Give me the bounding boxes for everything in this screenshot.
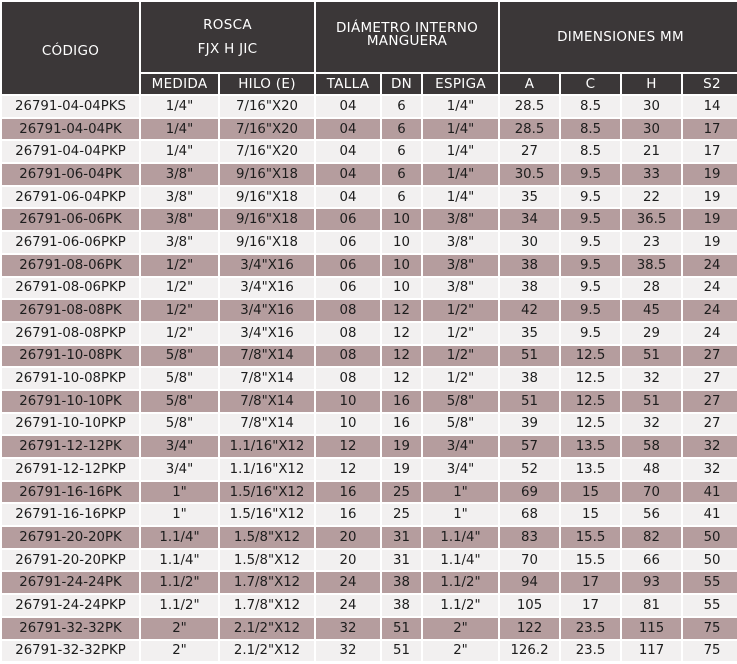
- cell-hilo: 9/16"X18: [220, 209, 314, 230]
- cell-hilo: 3/4"X16: [220, 255, 314, 276]
- table-row: [2, 618, 737, 639]
- table-row: [2, 96, 737, 117]
- cell-h: 117: [622, 641, 681, 662]
- cell-s2: 24: [683, 323, 737, 344]
- cell-espiga: 1.1/2": [423, 572, 498, 593]
- cell-a: 38: [500, 368, 559, 389]
- cell-medida: 5/8": [141, 368, 218, 389]
- cell-a: 83: [500, 527, 559, 548]
- cell-espiga: 3/4": [423, 436, 498, 457]
- cell-c: 15: [561, 482, 620, 503]
- cell-codigo: 26791-08-08PK: [2, 300, 139, 321]
- cell-espiga: 1": [423, 504, 498, 525]
- cell-h: 32: [622, 368, 681, 389]
- cell-hilo: 1.5/8"X12: [220, 550, 314, 571]
- cell-hilo: 3/4"X16: [220, 323, 314, 344]
- cell-c: 12.5: [561, 414, 620, 435]
- cell-h: 56: [622, 504, 681, 525]
- cell-medida: 1.1/2": [141, 572, 218, 593]
- cell-s2: 41: [683, 482, 737, 503]
- cell-s2: 17: [683, 119, 737, 140]
- cell-dn: 12: [382, 346, 421, 367]
- cell-hilo: 1.5/16"X12: [220, 482, 314, 503]
- cell-codigo: 26791-10-08PK: [2, 346, 139, 367]
- cell-codigo: 26791-08-06PK: [2, 255, 139, 276]
- table-row: [2, 572, 737, 593]
- table-row: [2, 209, 737, 230]
- cell-s2: 27: [683, 368, 737, 389]
- cell-espiga: 3/8": [423, 232, 498, 253]
- cell-codigo: 26791-32-32PK: [2, 618, 139, 639]
- cell-hilo: 7/16"X20: [220, 141, 314, 162]
- cell-dn: 38: [382, 572, 421, 593]
- cell-medida: 1/4": [141, 96, 218, 117]
- cell-s2: 55: [683, 572, 737, 593]
- cell-talla: 08: [316, 368, 380, 389]
- cell-espiga: 1.1/4": [423, 527, 498, 548]
- table-row: [2, 459, 737, 480]
- table-row: [2, 346, 737, 367]
- cell-s2: 17: [683, 141, 737, 162]
- cell-dn: 12: [382, 368, 421, 389]
- cell-c: 13.5: [561, 436, 620, 457]
- cell-c: 15.5: [561, 550, 620, 571]
- cell-dn: 38: [382, 595, 421, 616]
- cell-c: 9.5: [561, 187, 620, 208]
- cell-medida: 5/8": [141, 346, 218, 367]
- cell-medida: 1": [141, 482, 218, 503]
- cell-hilo: 7/8"X14: [220, 414, 314, 435]
- cell-espiga: 1/2": [423, 368, 498, 389]
- cell-a: 34: [500, 209, 559, 230]
- rosca-group-header: ROSCA FJX H JIC: [141, 2, 314, 72]
- cell-c: 9.5: [561, 300, 620, 321]
- cell-codigo: 26791-24-24PKP: [2, 595, 139, 616]
- cell-c: 12.5: [561, 368, 620, 389]
- cell-talla: 12: [316, 436, 380, 457]
- cell-c: 13.5: [561, 459, 620, 480]
- cell-hilo: 7/8"X14: [220, 391, 314, 412]
- cell-a: 94: [500, 572, 559, 593]
- cell-hilo: 9/16"X18: [220, 232, 314, 253]
- cell-h: 70: [622, 482, 681, 503]
- cell-dn: 19: [382, 436, 421, 457]
- table-row: [2, 368, 737, 389]
- cell-espiga: 1.1/4": [423, 550, 498, 571]
- col-dn-header: DN: [382, 74, 421, 94]
- cell-h: 21: [622, 141, 681, 162]
- cell-s2: 41: [683, 504, 737, 525]
- cell-hilo: 1.1/16"X12: [220, 436, 314, 457]
- cell-h: 36.5: [622, 209, 681, 230]
- cell-s2: 27: [683, 414, 737, 435]
- cell-codigo: 26791-32-32PKP: [2, 641, 139, 662]
- cell-codigo: 26791-16-16PKP: [2, 504, 139, 525]
- table-row: [2, 595, 737, 616]
- cell-talla: 24: [316, 572, 380, 593]
- cell-a: 27: [500, 141, 559, 162]
- table-row: [2, 414, 737, 435]
- cell-dn: 19: [382, 459, 421, 480]
- cell-a: 52: [500, 459, 559, 480]
- cell-talla: 06: [316, 209, 380, 230]
- cell-medida: 2": [141, 618, 218, 639]
- diametro-group-header: DIÁMETRO INTERNO MANGUERA: [316, 2, 498, 72]
- cell-medida: 1": [141, 504, 218, 525]
- cell-talla: 04: [316, 141, 380, 162]
- cell-a: 28.5: [500, 96, 559, 117]
- cell-a: 122: [500, 618, 559, 639]
- cell-talla: 08: [316, 346, 380, 367]
- cell-espiga: 1/2": [423, 346, 498, 367]
- cell-s2: 32: [683, 436, 737, 457]
- cell-dn: 10: [382, 232, 421, 253]
- cell-medida: 3/8": [141, 209, 218, 230]
- cell-dn: 31: [382, 550, 421, 571]
- cell-a: 70: [500, 550, 559, 571]
- cell-medida: 5/8": [141, 391, 218, 412]
- cell-h: 51: [622, 391, 681, 412]
- cell-s2: 32: [683, 459, 737, 480]
- table-row: [2, 641, 737, 662]
- cell-hilo: 1.5/8"X12: [220, 527, 314, 548]
- cell-codigo: 26791-04-04PKS: [2, 96, 139, 117]
- cell-a: 105: [500, 595, 559, 616]
- cell-espiga: 1/2": [423, 300, 498, 321]
- cell-a: 28.5: [500, 119, 559, 140]
- cell-s2: 24: [683, 278, 737, 299]
- cell-s2: 50: [683, 527, 737, 548]
- cell-dn: 12: [382, 323, 421, 344]
- cell-c: 12.5: [561, 346, 620, 367]
- cell-talla: 32: [316, 641, 380, 662]
- table-row: [2, 550, 737, 571]
- cell-h: 23: [622, 232, 681, 253]
- cell-medida: 1.1/2": [141, 595, 218, 616]
- col-talla-header: TALLA: [316, 74, 380, 94]
- cell-c: 15: [561, 504, 620, 525]
- cell-talla: 16: [316, 482, 380, 503]
- cell-h: 30: [622, 96, 681, 117]
- cell-a: 51: [500, 346, 559, 367]
- cell-talla: 10: [316, 414, 380, 435]
- cell-codigo: 26791-12-12PK: [2, 436, 139, 457]
- cell-dn: 6: [382, 164, 421, 185]
- cell-medida: 1/2": [141, 255, 218, 276]
- cell-c: 8.5: [561, 96, 620, 117]
- cell-h: 22: [622, 187, 681, 208]
- cell-talla: 16: [316, 504, 380, 525]
- cell-codigo: 26791-06-04PK: [2, 164, 139, 185]
- cell-espiga: 5/8": [423, 391, 498, 412]
- cell-dn: 51: [382, 618, 421, 639]
- table-body: [2, 96, 737, 661]
- cell-codigo: 26791-12-12PKP: [2, 459, 139, 480]
- cell-espiga: 2": [423, 618, 498, 639]
- cell-hilo: 7/16"X20: [220, 96, 314, 117]
- table-row: [2, 391, 737, 412]
- cell-hilo: 1.1/16"X12: [220, 459, 314, 480]
- cell-h: 33: [622, 164, 681, 185]
- cell-dn: 12: [382, 300, 421, 321]
- cell-c: 8.5: [561, 141, 620, 162]
- cell-talla: 24: [316, 595, 380, 616]
- cell-h: 45: [622, 300, 681, 321]
- cell-medida: 2": [141, 641, 218, 662]
- cell-a: 57: [500, 436, 559, 457]
- cell-s2: 55: [683, 595, 737, 616]
- cell-dn: 25: [382, 504, 421, 525]
- cell-a: 35: [500, 187, 559, 208]
- cell-codigo: 26791-06-06PKP: [2, 232, 139, 253]
- cell-hilo: 2.1/2"X12: [220, 641, 314, 662]
- cell-medida: 1.1/4": [141, 550, 218, 571]
- cell-c: 23.5: [561, 618, 620, 639]
- cell-a: 69: [500, 482, 559, 503]
- cell-c: 17: [561, 595, 620, 616]
- cell-medida: 1/2": [141, 278, 218, 299]
- cell-talla: 08: [316, 323, 380, 344]
- col-h-header: H: [622, 74, 681, 94]
- col-c-header: C: [561, 74, 620, 94]
- cell-h: 38.5: [622, 255, 681, 276]
- cell-s2: 19: [683, 187, 737, 208]
- cell-c: 15.5: [561, 527, 620, 548]
- cell-dn: 6: [382, 96, 421, 117]
- cell-c: 17: [561, 572, 620, 593]
- cell-s2: 24: [683, 300, 737, 321]
- cell-hilo: 7/8"X14: [220, 346, 314, 367]
- cell-espiga: 1/4": [423, 164, 498, 185]
- cell-hilo: 1.5/16"X12: [220, 504, 314, 525]
- table-row: [2, 255, 737, 276]
- col-s2-header: S2: [683, 74, 737, 94]
- cell-talla: 10: [316, 391, 380, 412]
- cell-s2: 50: [683, 550, 737, 571]
- table-row: [2, 504, 737, 525]
- cell-talla: 20: [316, 527, 380, 548]
- table-row: [2, 300, 737, 321]
- cell-talla: 08: [316, 300, 380, 321]
- cell-espiga: 3/8": [423, 209, 498, 230]
- cell-h: 51: [622, 346, 681, 367]
- cell-medida: 1/4": [141, 141, 218, 162]
- cell-dn: 10: [382, 278, 421, 299]
- cell-codigo: 26791-20-20PK: [2, 527, 139, 548]
- cell-a: 51: [500, 391, 559, 412]
- cell-espiga: 1/4": [423, 119, 498, 140]
- cell-c: 9.5: [561, 323, 620, 344]
- cell-dn: 16: [382, 391, 421, 412]
- cell-hilo: 3/4"X16: [220, 278, 314, 299]
- cell-c: 9.5: [561, 164, 620, 185]
- cell-c: 9.5: [561, 209, 620, 230]
- cell-h: 32: [622, 414, 681, 435]
- cell-hilo: 1.7/8"X12: [220, 572, 314, 593]
- cell-medida: 1/2": [141, 300, 218, 321]
- table-row: [2, 141, 737, 162]
- cell-dn: 6: [382, 187, 421, 208]
- cell-a: 42: [500, 300, 559, 321]
- cell-espiga: 5/8": [423, 414, 498, 435]
- cell-codigo: 26791-10-08PKP: [2, 368, 139, 389]
- table-row: [2, 527, 737, 548]
- cell-hilo: 9/16"X18: [220, 187, 314, 208]
- col-espiga-header: ESPIGA: [423, 74, 498, 94]
- cell-codigo: 26791-06-06PK: [2, 209, 139, 230]
- cell-a: 38: [500, 278, 559, 299]
- cell-codigo: 26791-24-24PK: [2, 572, 139, 593]
- cell-c: 23.5: [561, 641, 620, 662]
- cell-dn: 10: [382, 255, 421, 276]
- cell-talla: 06: [316, 278, 380, 299]
- cell-talla: 04: [316, 164, 380, 185]
- cell-codigo: 26791-08-06PKP: [2, 278, 139, 299]
- cell-espiga: 1/4": [423, 96, 498, 117]
- cell-codigo: 26791-04-04PKP: [2, 141, 139, 162]
- col-a-header: A: [500, 74, 559, 94]
- cell-h: 82: [622, 527, 681, 548]
- cell-medida: 1/4": [141, 119, 218, 140]
- cell-s2: 27: [683, 391, 737, 412]
- cell-medida: 3/8": [141, 164, 218, 185]
- cell-s2: 14: [683, 96, 737, 117]
- cell-s2: 19: [683, 209, 737, 230]
- cell-h: 58: [622, 436, 681, 457]
- cell-a: 39: [500, 414, 559, 435]
- cell-c: 9.5: [561, 278, 620, 299]
- cell-codigo: 26791-08-08PKP: [2, 323, 139, 344]
- cell-a: 38: [500, 255, 559, 276]
- cell-hilo: 2.1/2"X12: [220, 618, 314, 639]
- cell-dn: 25: [382, 482, 421, 503]
- cell-espiga: 1/2": [423, 323, 498, 344]
- cell-a: 68: [500, 504, 559, 525]
- cell-s2: 24: [683, 255, 737, 276]
- cell-codigo: 26791-10-10PKP: [2, 414, 139, 435]
- table-row: [2, 164, 737, 185]
- cell-espiga: 1.1/2": [423, 595, 498, 616]
- cell-hilo: 9/16"X18: [220, 164, 314, 185]
- cell-hilo: 7/8"X14: [220, 368, 314, 389]
- cell-dn: 6: [382, 119, 421, 140]
- cell-c: 9.5: [561, 232, 620, 253]
- cell-dn: 6: [382, 141, 421, 162]
- cell-codigo: 26791-10-10PK: [2, 391, 139, 412]
- cell-medida: 3/8": [141, 232, 218, 253]
- cell-medida: 3/4": [141, 436, 218, 457]
- cell-dn: 16: [382, 414, 421, 435]
- cell-h: 48: [622, 459, 681, 480]
- col-codigo-header: CÓDIGO: [2, 2, 139, 94]
- cell-talla: 04: [316, 96, 380, 117]
- cell-espiga: 1": [423, 482, 498, 503]
- cell-medida: 3/4": [141, 459, 218, 480]
- table-row: [2, 482, 737, 503]
- cell-medida: 5/8": [141, 414, 218, 435]
- cell-a: 30: [500, 232, 559, 253]
- cell-talla: 12: [316, 459, 380, 480]
- cell-c: 12.5: [561, 391, 620, 412]
- cell-s2: 27: [683, 346, 737, 367]
- cell-espiga: 1/4": [423, 141, 498, 162]
- col-medida-header: MEDIDA: [141, 74, 218, 94]
- cell-codigo: 26791-06-04PKP: [2, 187, 139, 208]
- cell-hilo: 7/16"X20: [220, 119, 314, 140]
- cell-codigo: 26791-20-20PKP: [2, 550, 139, 571]
- col-hilo-header: HILO (E): [220, 74, 314, 94]
- cell-medida: 1/2": [141, 323, 218, 344]
- cell-talla: 20: [316, 550, 380, 571]
- cell-dn: 31: [382, 527, 421, 548]
- cell-espiga: 3/8": [423, 278, 498, 299]
- table-row: [2, 187, 737, 208]
- cell-s2: 75: [683, 618, 737, 639]
- cell-dn: 10: [382, 209, 421, 230]
- cell-hilo: 3/4"X16: [220, 300, 314, 321]
- cell-h: 81: [622, 595, 681, 616]
- cell-medida: 1.1/4": [141, 527, 218, 548]
- cell-h: 115: [622, 618, 681, 639]
- cell-hilo: 1.7/8"X12: [220, 595, 314, 616]
- cell-a: 35: [500, 323, 559, 344]
- cell-espiga: 2": [423, 641, 498, 662]
- cell-h: 93: [622, 572, 681, 593]
- cell-a: 126.2: [500, 641, 559, 662]
- cell-espiga: 1/4": [423, 187, 498, 208]
- cell-talla: 06: [316, 255, 380, 276]
- cell-h: 29: [622, 323, 681, 344]
- cell-espiga: 3/8": [423, 255, 498, 276]
- cell-talla: 06: [316, 232, 380, 253]
- cell-s2: 75: [683, 641, 737, 662]
- cell-c: 9.5: [561, 255, 620, 276]
- cell-dn: 51: [382, 641, 421, 662]
- cell-talla: 32: [316, 618, 380, 639]
- table-row: [2, 436, 737, 457]
- cell-espiga: 3/4": [423, 459, 498, 480]
- cell-a: 30.5: [500, 164, 559, 185]
- cell-medida: 3/8": [141, 187, 218, 208]
- cell-talla: 04: [316, 187, 380, 208]
- dimensiones-group-header: DIMENSIONES MM: [500, 2, 737, 72]
- cell-h: 30: [622, 119, 681, 140]
- cell-c: 8.5: [561, 119, 620, 140]
- cell-h: 66: [622, 550, 681, 571]
- table-row: [2, 232, 737, 253]
- cell-codigo: 26791-16-16PK: [2, 482, 139, 503]
- table-row: [2, 119, 737, 140]
- table-row: [2, 278, 737, 299]
- table-row: [2, 323, 737, 344]
- cell-s2: 19: [683, 232, 737, 253]
- cell-codigo: 26791-04-04PK: [2, 119, 139, 140]
- cell-talla: 04: [316, 119, 380, 140]
- cell-s2: 19: [683, 164, 737, 185]
- cell-h: 28: [622, 278, 681, 299]
